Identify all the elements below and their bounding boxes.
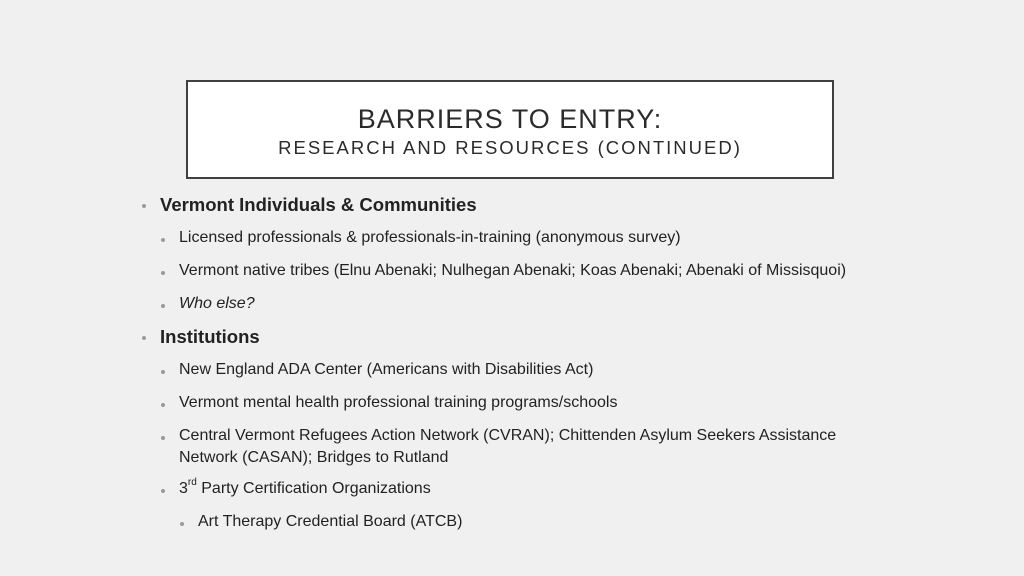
bullet-icon bbox=[161, 271, 165, 275]
bullet-icon bbox=[161, 489, 165, 493]
list-item: Licensed professionals & professionals-in-training (anonymous survey) bbox=[179, 229, 681, 246]
section-heading-institutions: Institutions bbox=[160, 326, 260, 347]
list-item bbox=[179, 477, 431, 498]
slide-subtitle: RESEARCH AND RESOURCES (CONTINUED) bbox=[278, 137, 742, 158]
bullet-icon bbox=[161, 238, 165, 242]
slide-title: BARRIERS TO ENTRY: bbox=[357, 104, 663, 134]
bullet-icon bbox=[142, 204, 146, 208]
section-heading-individuals: Vermont Individuals & Communities bbox=[160, 194, 477, 215]
bullet-icon bbox=[161, 436, 165, 440]
bullet-icon bbox=[161, 304, 165, 308]
ordinal-suffix: rd bbox=[187, 477, 197, 488]
bullet-icon bbox=[142, 336, 146, 340]
bullet-icon bbox=[161, 370, 165, 374]
list-item: Vermont native tribes (Elnu Abenaki; Nulhegan Abenaki; Koas Abenaki; Abenaki of Missisquoi) bbox=[179, 262, 847, 279]
list-item: Who else? bbox=[179, 295, 255, 312]
bullet-icon bbox=[161, 403, 165, 407]
list-item: Central Vermont Refugees Action Network (CVRAN); Chittenden Asylum Seekers Assistance bbox=[179, 427, 837, 444]
list-item-continuation: Network (CASAN); Bridges to Rutland bbox=[179, 449, 449, 466]
sub-list-item: Art Therapy Credential Board (ATCB) bbox=[198, 513, 463, 530]
title-box bbox=[186, 80, 834, 179]
ordinal-number: 3 bbox=[179, 480, 188, 497]
list-item: New England ADA Center (Americans with Disabilities Act) bbox=[179, 361, 594, 378]
list-item-text: Party Certification Organizations bbox=[196, 480, 431, 497]
bullet-icon bbox=[180, 522, 184, 526]
list-item: Vermont mental health professional training programs/schools bbox=[179, 394, 618, 411]
